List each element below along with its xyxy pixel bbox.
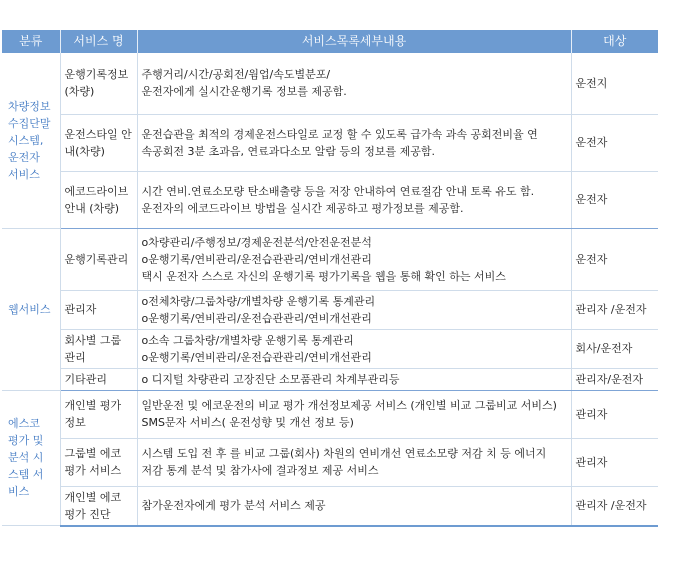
table-row	[2, 486, 658, 526]
table-row	[2, 114, 658, 171]
category-cell: 에스코 평가 및 분석 시스템 서비스	[2, 390, 60, 526]
target-cell: 관리자 /운전자	[571, 290, 658, 329]
table-row	[2, 290, 658, 329]
service-name-cell: 운행기록관리	[60, 228, 137, 290]
details-line: 일반운전 및 에코운전의 비교 평가 개선정보제공 서비스 (개인별 비교 그룹비교 서비스)	[141, 399, 557, 412]
header-target: 대상	[571, 30, 658, 53]
details-cell	[137, 114, 571, 171]
table-body	[2, 53, 658, 526]
details-line: 참가운전자에게 평가 분석 서비스 제공	[141, 499, 326, 512]
details-cell	[137, 486, 571, 526]
details-line: 운전습관을 최적의 경제운전스타일로 교정 할 수 있도록 급가속 과속 공회전비율 연	[141, 127, 538, 141]
target-cell: 관리자	[571, 390, 658, 438]
service-name-cell: 회사별 그룹 관리	[60, 329, 137, 368]
details-cell	[137, 390, 571, 438]
header-category: 분류	[2, 30, 60, 53]
details-cell	[137, 368, 571, 390]
details-line: o전체차량/그룹차량/개별차량 운행기록 통계관리	[141, 294, 376, 308]
details-line: o운행기록/연비관리/운전습관관리/연비개선관리	[141, 350, 372, 364]
category-cell: 차량정보 수집단말 시스템, 운전자 서비스	[2, 53, 60, 228]
table-row	[2, 228, 658, 290]
service-name-cell: 운행기록정보 (차량)	[60, 53, 137, 114]
details-cell	[137, 228, 571, 290]
service-name-cell: 개인별 에코 평가 진단	[60, 486, 137, 526]
details-line: 주행거리/시간/공회전/웜업/속도별분포/	[141, 68, 331, 82]
table-row	[2, 53, 658, 114]
header-row	[2, 30, 658, 53]
category-cell: 웹서비스	[2, 228, 60, 390]
details-cell	[137, 171, 571, 228]
details-line: o소속 그룹차량/개별차량 운행기록 통계관리	[141, 333, 354, 347]
details-line: o운행기록/연비관리/운전습관관리/연비개선관리	[141, 252, 372, 266]
service-name-cell: 운전스타일 안내(차량)	[60, 114, 137, 171]
details-line: o 디지털 차량관리 고장진단 소모품관리 차계부관리등	[141, 372, 400, 386]
table-row	[2, 390, 658, 438]
details-line: 운전자의 에코드라이브 방법을 실시간 제공하고 평가정보를 제공함.	[141, 201, 464, 215]
service-table	[2, 30, 658, 527]
target-cell: 운전자	[571, 228, 658, 290]
target-cell: 관리자 /운전자	[571, 486, 658, 526]
details-line: 저감 통계 분석 및 참가사에 결과정보 제공 서비스	[141, 464, 379, 477]
service-name-cell: 개인별 평가 정보	[60, 390, 137, 438]
target-cell: 운전자	[571, 171, 658, 228]
details-cell	[137, 290, 571, 329]
details-line: 속공회전 3분 초과음, 연료과다소모 알람 등의 정보를 제공함.	[141, 144, 435, 158]
target-cell: 운전지	[571, 53, 658, 114]
details-cell	[137, 438, 571, 486]
details-line: 택시 운전자 스스로 자신의 운행기록 평가기록을 웹을 통해 확인 하는 서비스	[141, 269, 506, 283]
details-cell	[137, 53, 571, 114]
details-line: 시간 연비.연료소모량 탄소배출량 등을 저장 안내하여 연료절감 안내 토록 유도 함.	[141, 184, 535, 198]
details-line: 시스템 도입 전 후 를 비교 그룹(회사) 차원의 연비개선 연료소모량 저감 치 등 에너지	[141, 447, 547, 460]
details-line: SMS문자 서비스( 운전성향 및 개선 정보 등)	[141, 416, 354, 429]
service-name-cell: 관리자	[60, 290, 137, 329]
table-row	[2, 171, 658, 228]
table-row	[2, 438, 658, 486]
details-line: o운행기록/연비관리/운전습관관리/연비개선관리	[141, 311, 372, 325]
target-cell: 관리자/운전자	[571, 368, 658, 390]
service-name-cell: 에코드라이브 안내 (차량)	[60, 171, 137, 228]
header-details: 서비스목록세부내용	[137, 30, 571, 53]
table-row	[2, 368, 658, 390]
details-cell	[137, 329, 571, 368]
service-name-cell: 그룹별 에코 평가 서비스	[60, 438, 137, 486]
target-cell: 관리자	[571, 438, 658, 486]
details-line: 운전자에게 실시간운행기록 정보를 제공함.	[141, 85, 347, 99]
details-line: o차량관리/주행정보/경제운전분석/안전운전분석	[141, 235, 372, 249]
target-cell: 회사/운전자	[571, 329, 658, 368]
header-service-name: 서비스 명	[60, 30, 137, 53]
target-cell: 운전자	[571, 114, 658, 171]
service-name-cell: 기타관리	[60, 368, 137, 390]
table-row	[2, 329, 658, 368]
